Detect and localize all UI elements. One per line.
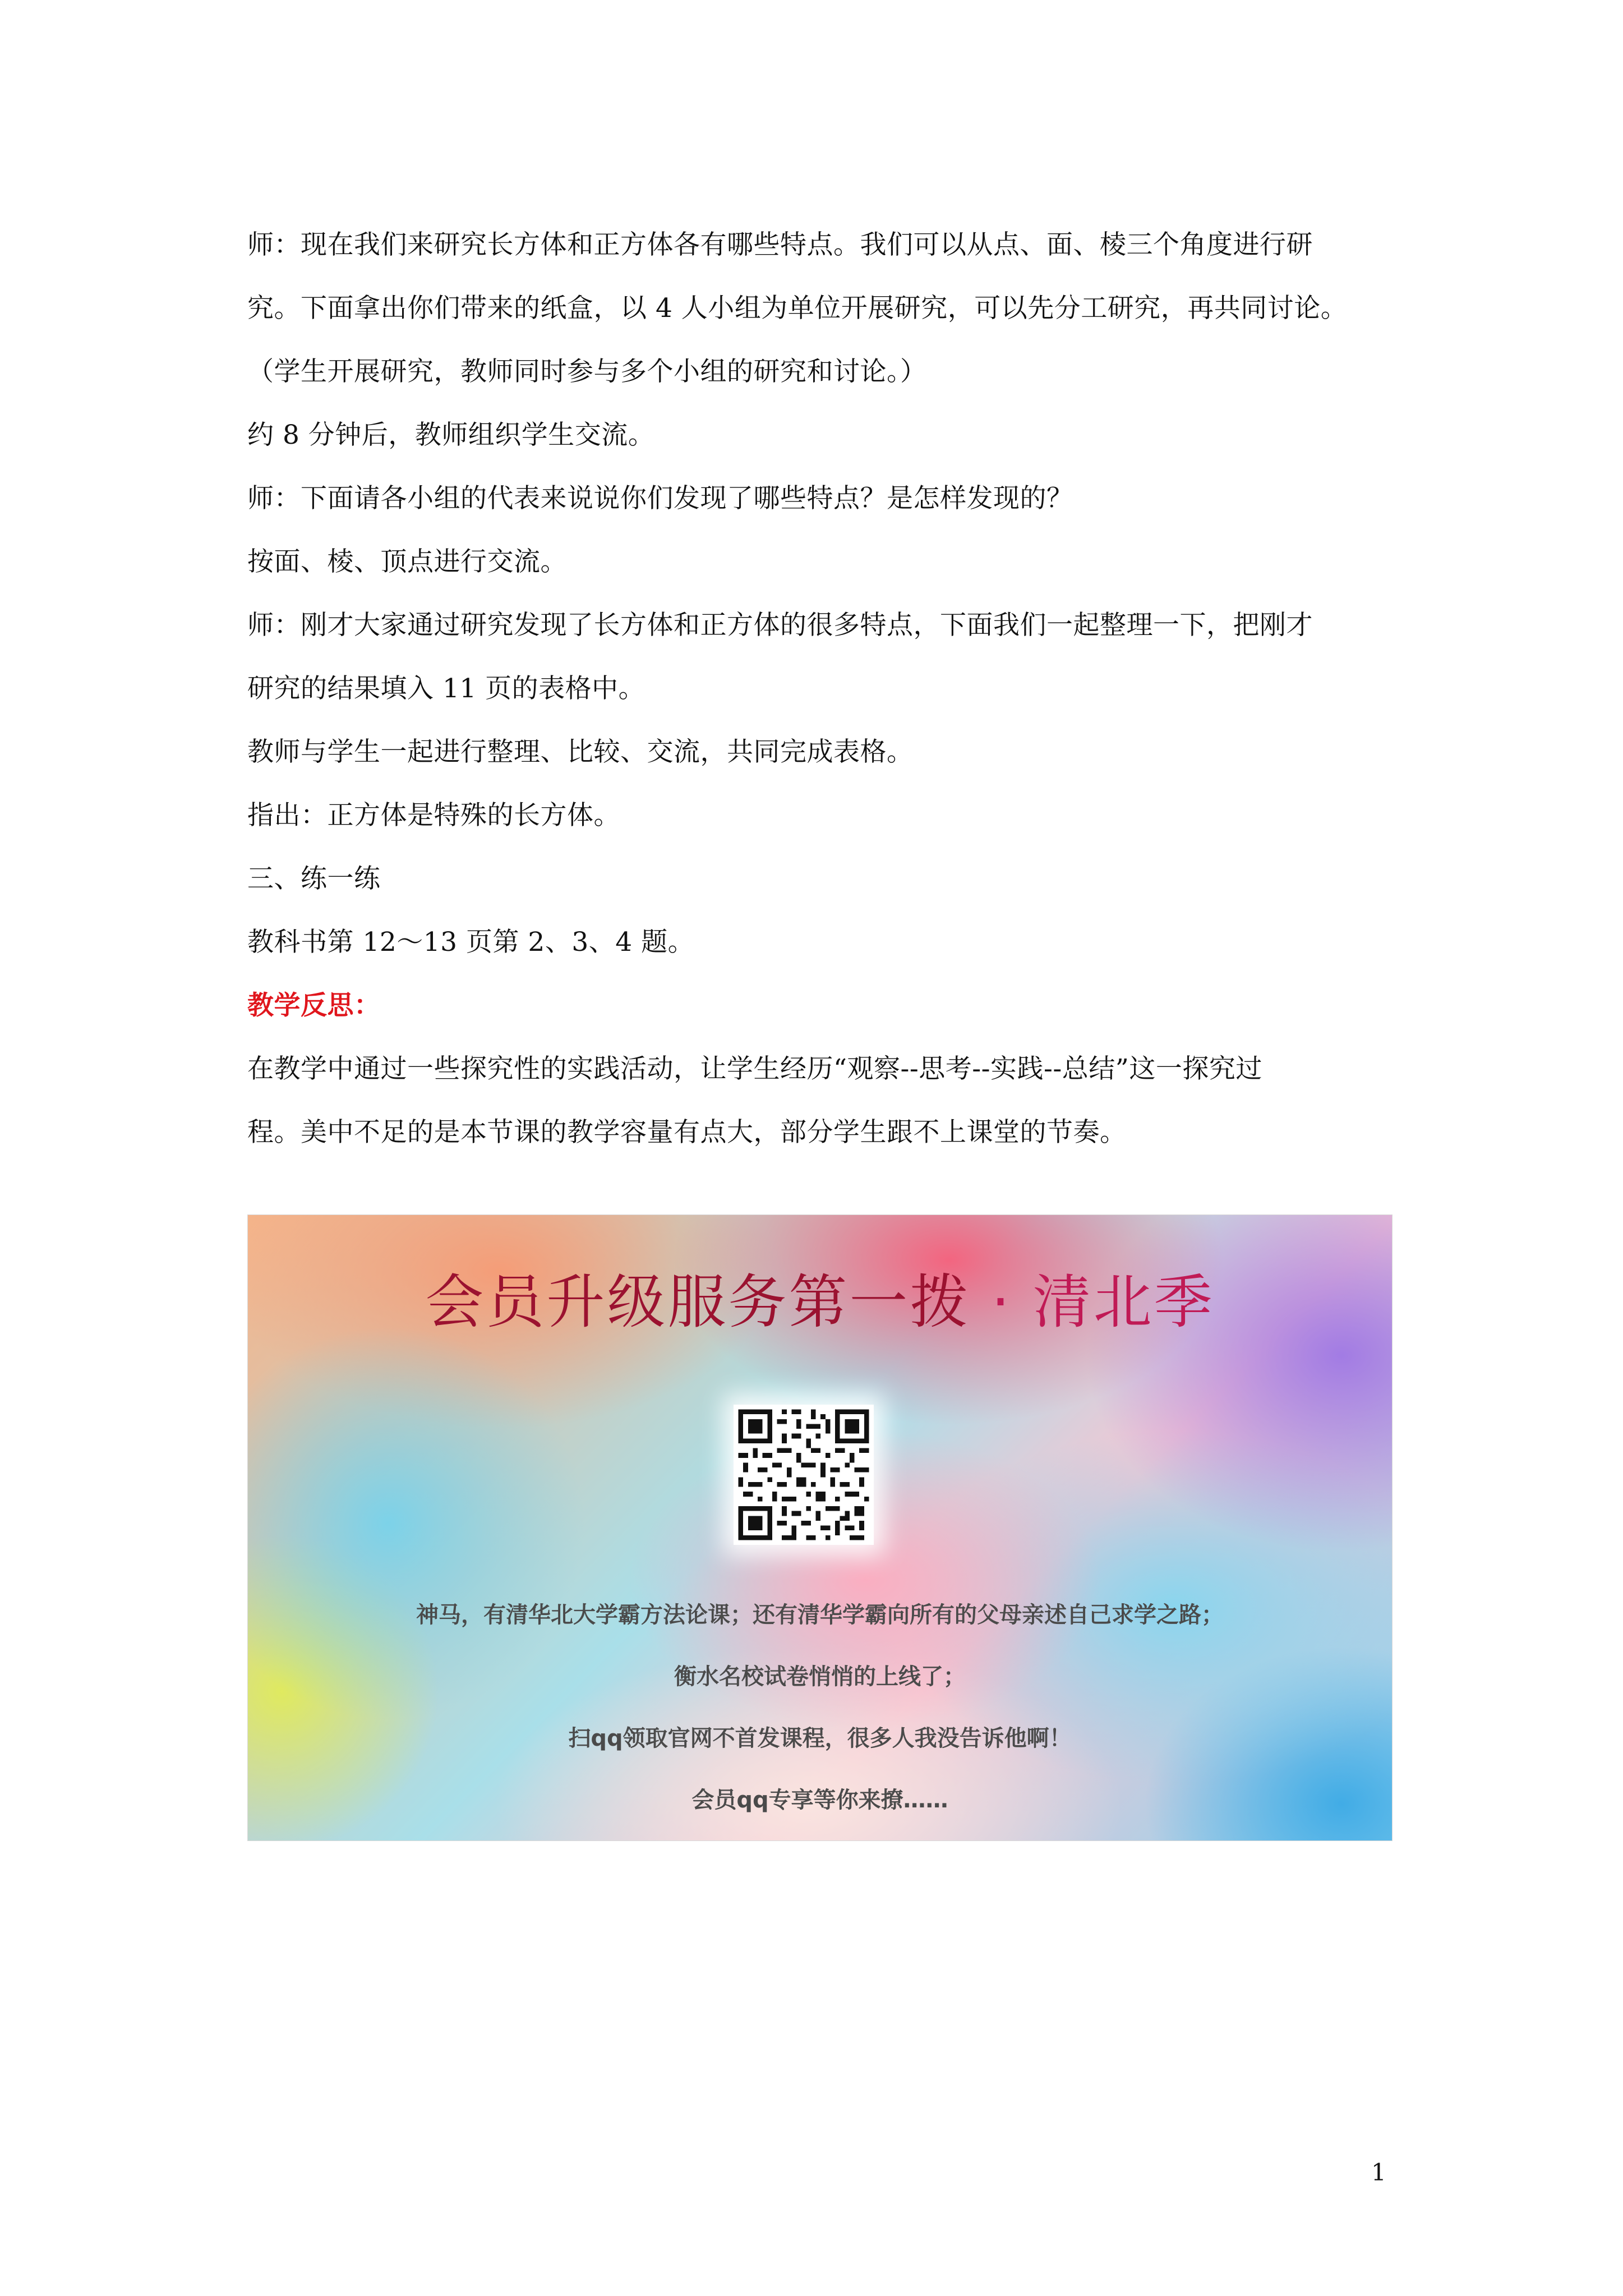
banner-text xyxy=(248,1584,1392,1831)
paragraph: 约 8 分钟后，教师组织学生交流。 xyxy=(247,420,655,450)
page-number: 1 xyxy=(1371,2159,1386,2186)
paragraph: 研究的结果填入 11 页的表格中。 xyxy=(247,673,645,704)
paragraph: 教科书第 12～13 页第 2、3、4 题。 xyxy=(247,927,695,958)
document-body xyxy=(247,213,1391,1164)
qr-code-icon[interactable] xyxy=(734,1405,874,1545)
paragraph: 师：下面请各小组的代表来说说你们发现了哪些特点？是怎样发现的？ xyxy=(247,483,1073,514)
banner-line: 会员qq专享等你来撩…… xyxy=(691,1787,948,1813)
reflection-line: 程。美中不足的是本节课的教学容量有点大，部分学生跟不上课堂的节奏。 xyxy=(247,1117,1127,1148)
banner-line: 衡水名校试卷悄悄的上线了； xyxy=(674,1664,966,1690)
banner-title-separator: · xyxy=(970,1268,1033,1336)
paragraph: 究。下面拿出你们带来的纸盒，以 4 人小组为单位开展研究，可以先分工研究，再共同讨论。 xyxy=(247,293,1348,324)
paragraph: 师：现在我们来研究长方体和正方体各有哪些特点。我们可以从点、面、棱三个角度进行研 xyxy=(247,229,1313,260)
banner-title-sub: 清北季 xyxy=(1032,1268,1215,1336)
banner-line: 扫qq领取官网不首发课程，很多人我没告诉他啊！ xyxy=(568,1726,1072,1751)
banner-title xyxy=(248,1266,1392,1338)
section-heading: 三、练一练 xyxy=(247,863,381,894)
paragraph: 师：刚才大家通过研究发现了长方体和正方体的很多特点，下面我们一起整理一下，把刚才 xyxy=(247,610,1313,641)
promo-banner[interactable] xyxy=(247,1214,1393,1841)
banner-title-main: 会员升级服务第一拨 xyxy=(425,1268,971,1336)
paragraph: 教师与学生一起进行整理、比较、交流，共同完成表格。 xyxy=(247,737,914,767)
qr-code-graphic xyxy=(734,1405,874,1545)
reflection-line: 在教学中通过一些探究性的实践活动，让学生经历“观察--思考--实践--总结”这一探究过 xyxy=(247,1053,1262,1084)
reflection-heading: 教学反思： xyxy=(247,990,381,1021)
banner-line: 神马，有清华北大学霸方法论课；还有清华学霸向所有的父母亲述自己求学之路； xyxy=(416,1602,1224,1628)
paragraph: 指出：正方体是特殊的长方体。 xyxy=(247,800,620,831)
paragraph: 按面、棱、顶点进行交流。 xyxy=(247,546,567,577)
paragraph: （学生开展研究，教师同时参与多个小组的研究和讨论。） xyxy=(247,356,927,387)
